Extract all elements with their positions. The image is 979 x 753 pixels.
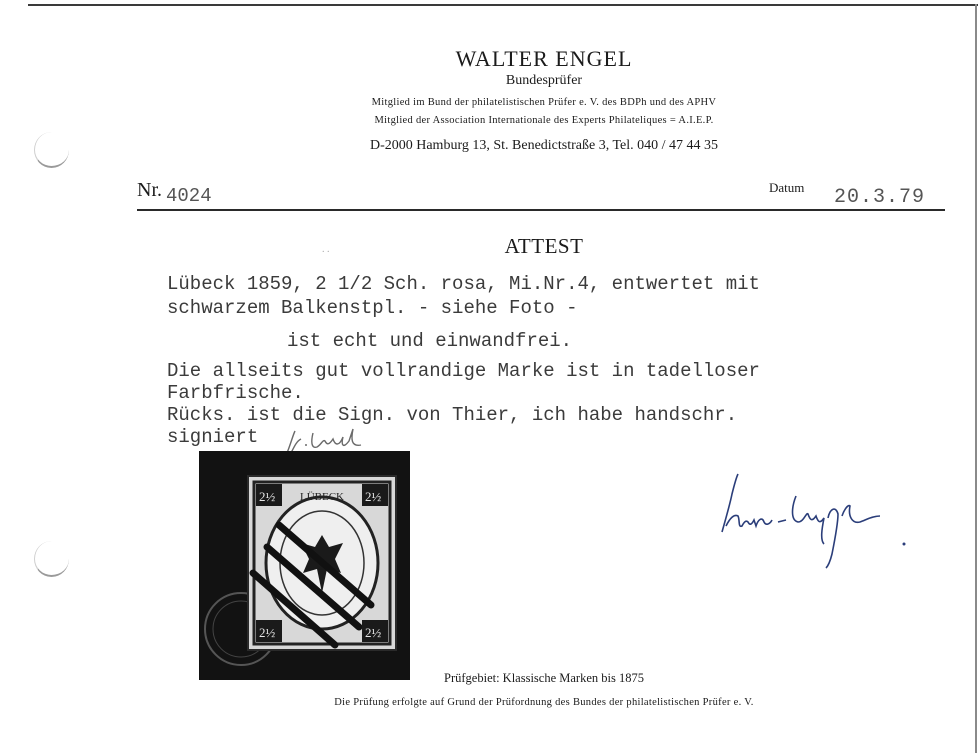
stamp-image xyxy=(247,475,397,651)
stamp-value-mark: 2½ xyxy=(365,625,382,640)
certificate-date: 20.3.79 xyxy=(834,186,926,209)
examiner-address: D-2000 Hamburg 13, St. Benedictstraße 3, Tel. 040 / 47 44 35 xyxy=(369,138,719,153)
paper-top-edge xyxy=(28,4,978,6)
attest-text-line-7: signiert xyxy=(167,426,259,448)
stamp-value-mark: 2½ xyxy=(365,489,382,504)
attest-text-line-4: Die allseits gut vollrandige Marke ist in tadelloser xyxy=(167,360,760,382)
membership-line-1: Mitglied im Bund der philatelistischen Prüfer e. V. des BDPh und des APHV xyxy=(371,97,717,108)
certificate-number: 4024 xyxy=(166,185,212,207)
examination-basis-note: Die Prüfung erfolgte auf Grund der Prüfordnung des Bundes der philatelistischen Prüfer e. V. xyxy=(334,697,754,708)
header-divider xyxy=(137,209,945,211)
stamp-top-text: LÜBECK xyxy=(300,491,344,503)
certificate-number-label: Nr. xyxy=(137,179,162,201)
stamp-value-mark: 2½ xyxy=(259,625,276,640)
pruefgebiet-note: Prüfgebiet: Klassische Marken bis 1875 xyxy=(444,671,644,685)
attest-text-line-6: Rücks. ist die Sign. von Thier, ich habe handschr. xyxy=(167,404,738,426)
attest-heading: ATTEST xyxy=(504,234,584,258)
paper-speck: . . xyxy=(322,244,330,255)
attest-text-line-1: Lübeck 1859, 2 1/2 Sch. rosa, Mi.Nr.4, entwertet mit xyxy=(167,273,760,295)
attest-text-line-2: schwarzem Balkenstpl. - siehe Foto - xyxy=(167,297,578,319)
punch-hole-bottom xyxy=(34,541,69,577)
examiner-signature xyxy=(712,466,912,570)
attest-text-line-3: ist echt und einwandfrei. xyxy=(287,330,573,352)
examiner-title: Bundesprüfer xyxy=(505,73,583,88)
examiner-name: WALTER ENGEL xyxy=(455,46,633,71)
membership-line-2: Mitglied der Association Internationale des Experts Philateliques = A.I.E.P. xyxy=(374,115,714,126)
date-label: Datum xyxy=(769,180,805,195)
stamp-value-mark: 2½ xyxy=(259,489,276,504)
attest-text-line-5: Farbfrische. xyxy=(167,382,304,404)
